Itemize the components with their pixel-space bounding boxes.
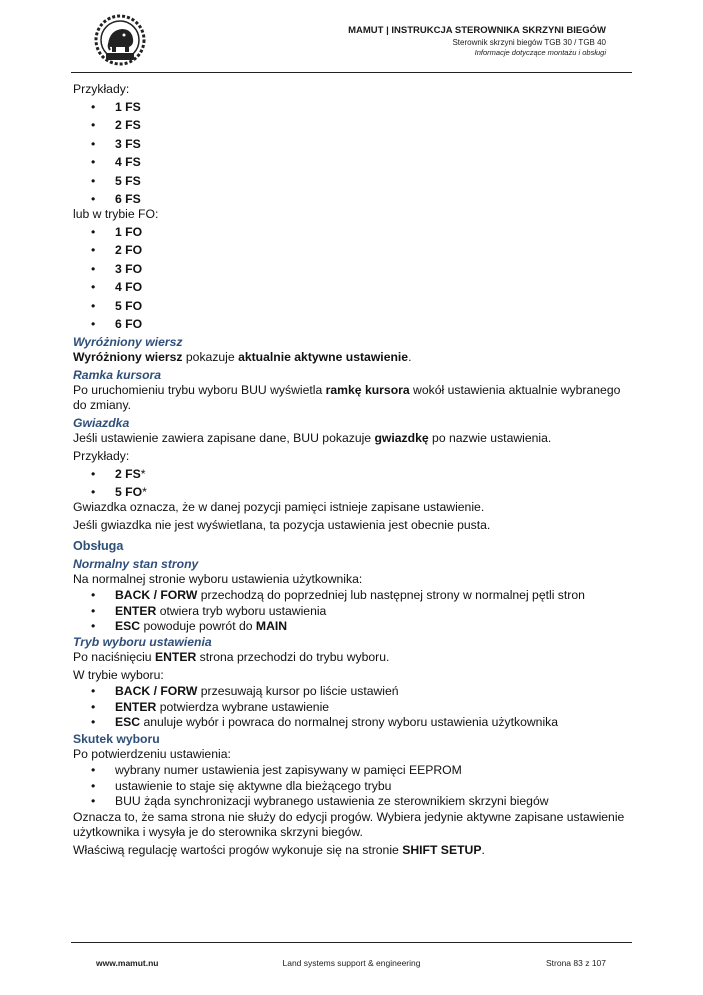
asterisk-note-1: Gwiazdka oznacza, że w danej pozycji pamięci istnieje zapisane ustawienie. [73,500,485,515]
asterisk-examples-label: Przykłady: [73,448,130,463]
list-item: • ENTER otwiera tryb wyboru ustawienia [73,604,633,619]
asterisk-text: Jeśli ustawienie zawiera zapisane dane, BUU pokazuje gwiazdkę po nazwie ustawienia. [73,430,552,445]
fs-list [73,100,633,207]
examples-label: Przykłady: [73,82,130,96]
effect-heading: Skutek wyboru [73,732,160,747]
header-title: MAMUT | INSTRUKCJA STEROWNIKA SKRZYNI BIEGÓW [348,25,606,36]
normal-state-heading: Normalny stan strony [73,557,199,572]
fo-intro: lub w trybie FO: [73,206,159,221]
list-item: • 2 FO [73,243,633,258]
normal-state-list [73,588,633,634]
list-item: • 2 FS [73,118,633,133]
list-item: • 1 FO [73,225,633,240]
header-subtitle: Sterownik skrzyni biegów TGB 30 / TGB 40 [452,38,606,47]
list-item: • ENTER potwierdza wybrane ustawienie [73,700,633,715]
cursor-text: Po uruchomieniu trybu wyboru BUU wyświetla ramkę kursora wokół ustawienia aktualnie wybranego do zmiany. [73,382,621,412]
cursor-heading: Ramka kursora [73,367,162,382]
list-item: • 3 FO [73,262,633,277]
effect-list [73,763,633,809]
footer-website-link[interactable]: www.mamut.nu [96,958,159,968]
list-item: • 3 FS [73,137,633,152]
list-item: • 6 FO [73,317,633,332]
effect-final: Właściwą regulację wartości progów wykonuje się na stronie SHIFT SETUP. [73,842,485,857]
footer-page-number: Strona 83 z 107 [545,958,606,968]
list-item: • 5 FS [73,174,633,189]
highlight-text: Wyróżniony wiersz pokazuje aktualnie aktywne ustawienie. [73,349,412,364]
normal-state-intro: Na normalnej stronie wyboru ustawienia użytkownika: [73,572,363,587]
mamut-logo-icon [94,14,146,66]
list-item: • 6 FS [73,192,633,207]
highlight-heading: Wyróżniony wiersz [73,334,183,349]
effect-intro: Po potwierdzeniu ustawienia: [73,747,231,762]
list-item: • 5 FO [73,299,633,314]
footer-center-text: Land systems support & engineering [282,958,421,968]
list-item: • 4 FO [73,280,633,295]
header-text [348,25,606,58]
select-mode-list [73,684,633,730]
select-mode-heading: Tryb wyboru ustawienia [73,635,212,650]
select-mode-text: Po naciśnięciu ENTER strona przechodzi do trybu wyboru. [73,650,390,665]
list-item: • BUU żąda synchronizacji wybranego ustawienia ze sterownikiem skrzyni biegów [73,794,633,809]
header-divider [71,72,632,73]
list-item: • BACK / FORW przesuwają kursor po liście ustawień [73,684,633,699]
effect-note: Oznacza to, że sama strona nie służy do edycji progów. Wybiera jedynie aktywne zapisane ustawienie użytkownika i wysyła je do sterownika skrzyni biegów. [73,809,625,839]
list-item: • 4 FS [73,155,633,170]
list-item: • ESC anuluje wybór i powraca do normalnej strony wyboru ustawienia użytkownika [73,715,633,730]
list-item: • ustawienie to staje się aktywne dla bieżącego trybu [73,779,633,794]
list-item: • 1 FS [73,100,633,115]
asterisk-list [73,467,633,500]
operation-heading: Obsługa [73,539,124,554]
list-item: • wybrany numer ustawienia jest zapisywany w pamięci EEPROM [73,763,633,778]
footer-divider [71,942,632,943]
select-mode-intro: W trybie wyboru: [73,668,164,683]
page-header [0,0,703,74]
header-subsubtitle: Informacje dotyczące montażu i obsługi [474,48,606,57]
list-item: • ESC powoduje powrót do MAIN [73,619,633,634]
asterisk-heading: Gwiazdka [73,415,130,430]
list-item: • BACK / FORW przechodzą do poprzedniej lub następnej strony w normalnej pętli stron [73,588,633,603]
list-item: • 5 FO* [73,485,633,500]
asterisk-note-2: Jeśli gwiazdka nie jest wyświetlana, ta pozycja ustawienia jest obecnie pusta. [73,518,491,533]
list-item: • 2 FS* [73,467,633,482]
page-content [73,82,633,861]
fo-list [73,225,633,332]
